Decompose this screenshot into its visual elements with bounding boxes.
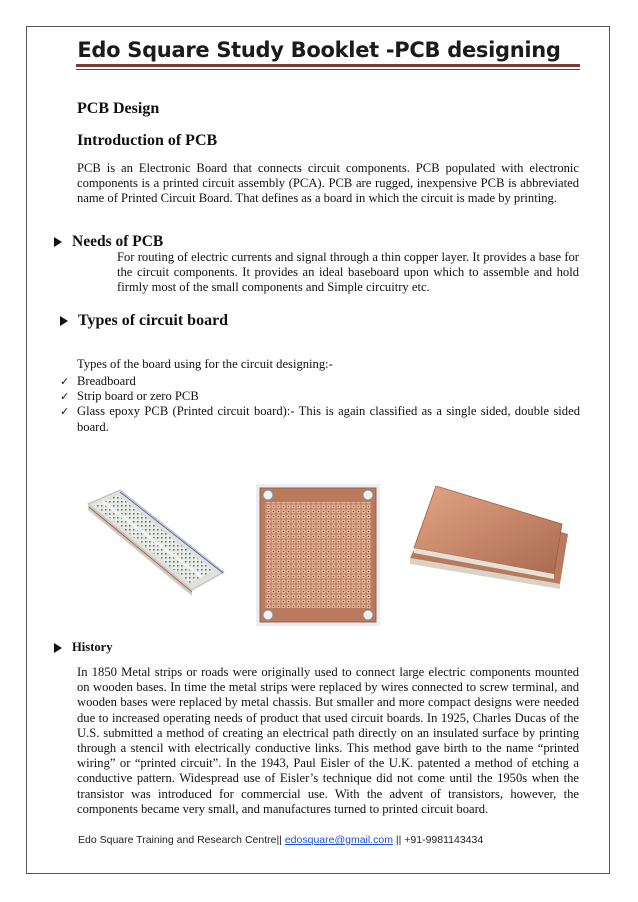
footer xyxy=(78,834,483,846)
history-paragraph: In 1850 Metal strips or roads were originally used to connect large electric components mounted on wooden bases. In time the metal strips were replaced by wires connected to screw terminal, and wooden bases were replaced by metal chassis. But smaller and more compact designs were needed due to increased operating needs of product that used circuit boards. In 1925, Charles Ducas of the U.S. submitted a method of creating an electrical path directly on an insulated surface by printing through a stencil with electrically conductive links. This method gave birth to the name “printed wiring” or “printed circuit”. In the 1943, Paul Eisler of the U.K. patented a method of etching a conductive pattern. Widespread use of Eisler’s technique did not come until the 1950s when the transistor was introduced for commercial use. With the advent of transistors, however, the components became very small, and manufactures turned to printed circuit board. xyxy=(77,665,579,816)
types-list xyxy=(60,374,580,435)
footer-email-link[interactable]: edosquare@gmail.com xyxy=(284,834,393,846)
heading-history xyxy=(54,640,113,655)
needs-paragraph: For routing of electric currents and signal through a thin copper layer. It provides a base for the circuit components. It provides an ideal baseboard upon which to assemble and hold firmly most of the small components and Simple circuitry etc. xyxy=(117,250,579,295)
heading-types xyxy=(60,312,228,330)
list-item-text: Glass epoxy PCB (Printed circuit board):- This is again classified as a single sided, double sided board. xyxy=(77,404,580,434)
list-item-text: Breadboard xyxy=(77,374,136,388)
header-rule-thin xyxy=(76,69,580,70)
check-mark-icon: ✓ xyxy=(60,375,70,388)
zero-pcb-image xyxy=(256,484,380,626)
types-intro: Types of the board using for the circuit designing:- xyxy=(77,357,333,371)
list-item-text: Strip board or zero PCB xyxy=(77,389,199,404)
page-title: Edo Square Study Booklet -PCB designing xyxy=(77,38,561,62)
check-mark-icon: ✓ xyxy=(60,405,70,419)
heading-needs xyxy=(54,233,163,251)
arrow-bullet-icon xyxy=(60,316,68,326)
copper-clad-board-image xyxy=(410,486,574,592)
list-item xyxy=(60,374,580,389)
check-mark-icon: ✓ xyxy=(60,390,70,404)
footer-org: Edo Square Training and Research Centre|| xyxy=(78,834,282,846)
arrow-bullet-icon xyxy=(54,643,62,653)
heading-introduction: Introduction of PCB xyxy=(77,132,218,149)
arrow-bullet-icon xyxy=(54,237,62,247)
list-item xyxy=(60,389,580,404)
heading-types-label: Types of circuit board xyxy=(78,312,229,329)
heading-history-label: History xyxy=(72,640,113,654)
intro-paragraph: PCB is an Electronic Board that connects circuit components. PCB populated with electronic components is a printed circuit assembly (PCA). PCB are rugged, inexpensive PCB is abbreviated name of Printed Circuit Board. That defines as a board in which the circuit is made by printing. xyxy=(77,161,579,206)
breadboard-image xyxy=(80,488,228,600)
header-rule xyxy=(76,64,580,67)
heading-needs-label: Needs of PCB xyxy=(72,233,164,250)
section-title-pcb-design: PCB Design xyxy=(77,100,160,117)
footer-phone: || +91-9981143434 xyxy=(395,834,484,846)
list-item xyxy=(60,404,580,434)
